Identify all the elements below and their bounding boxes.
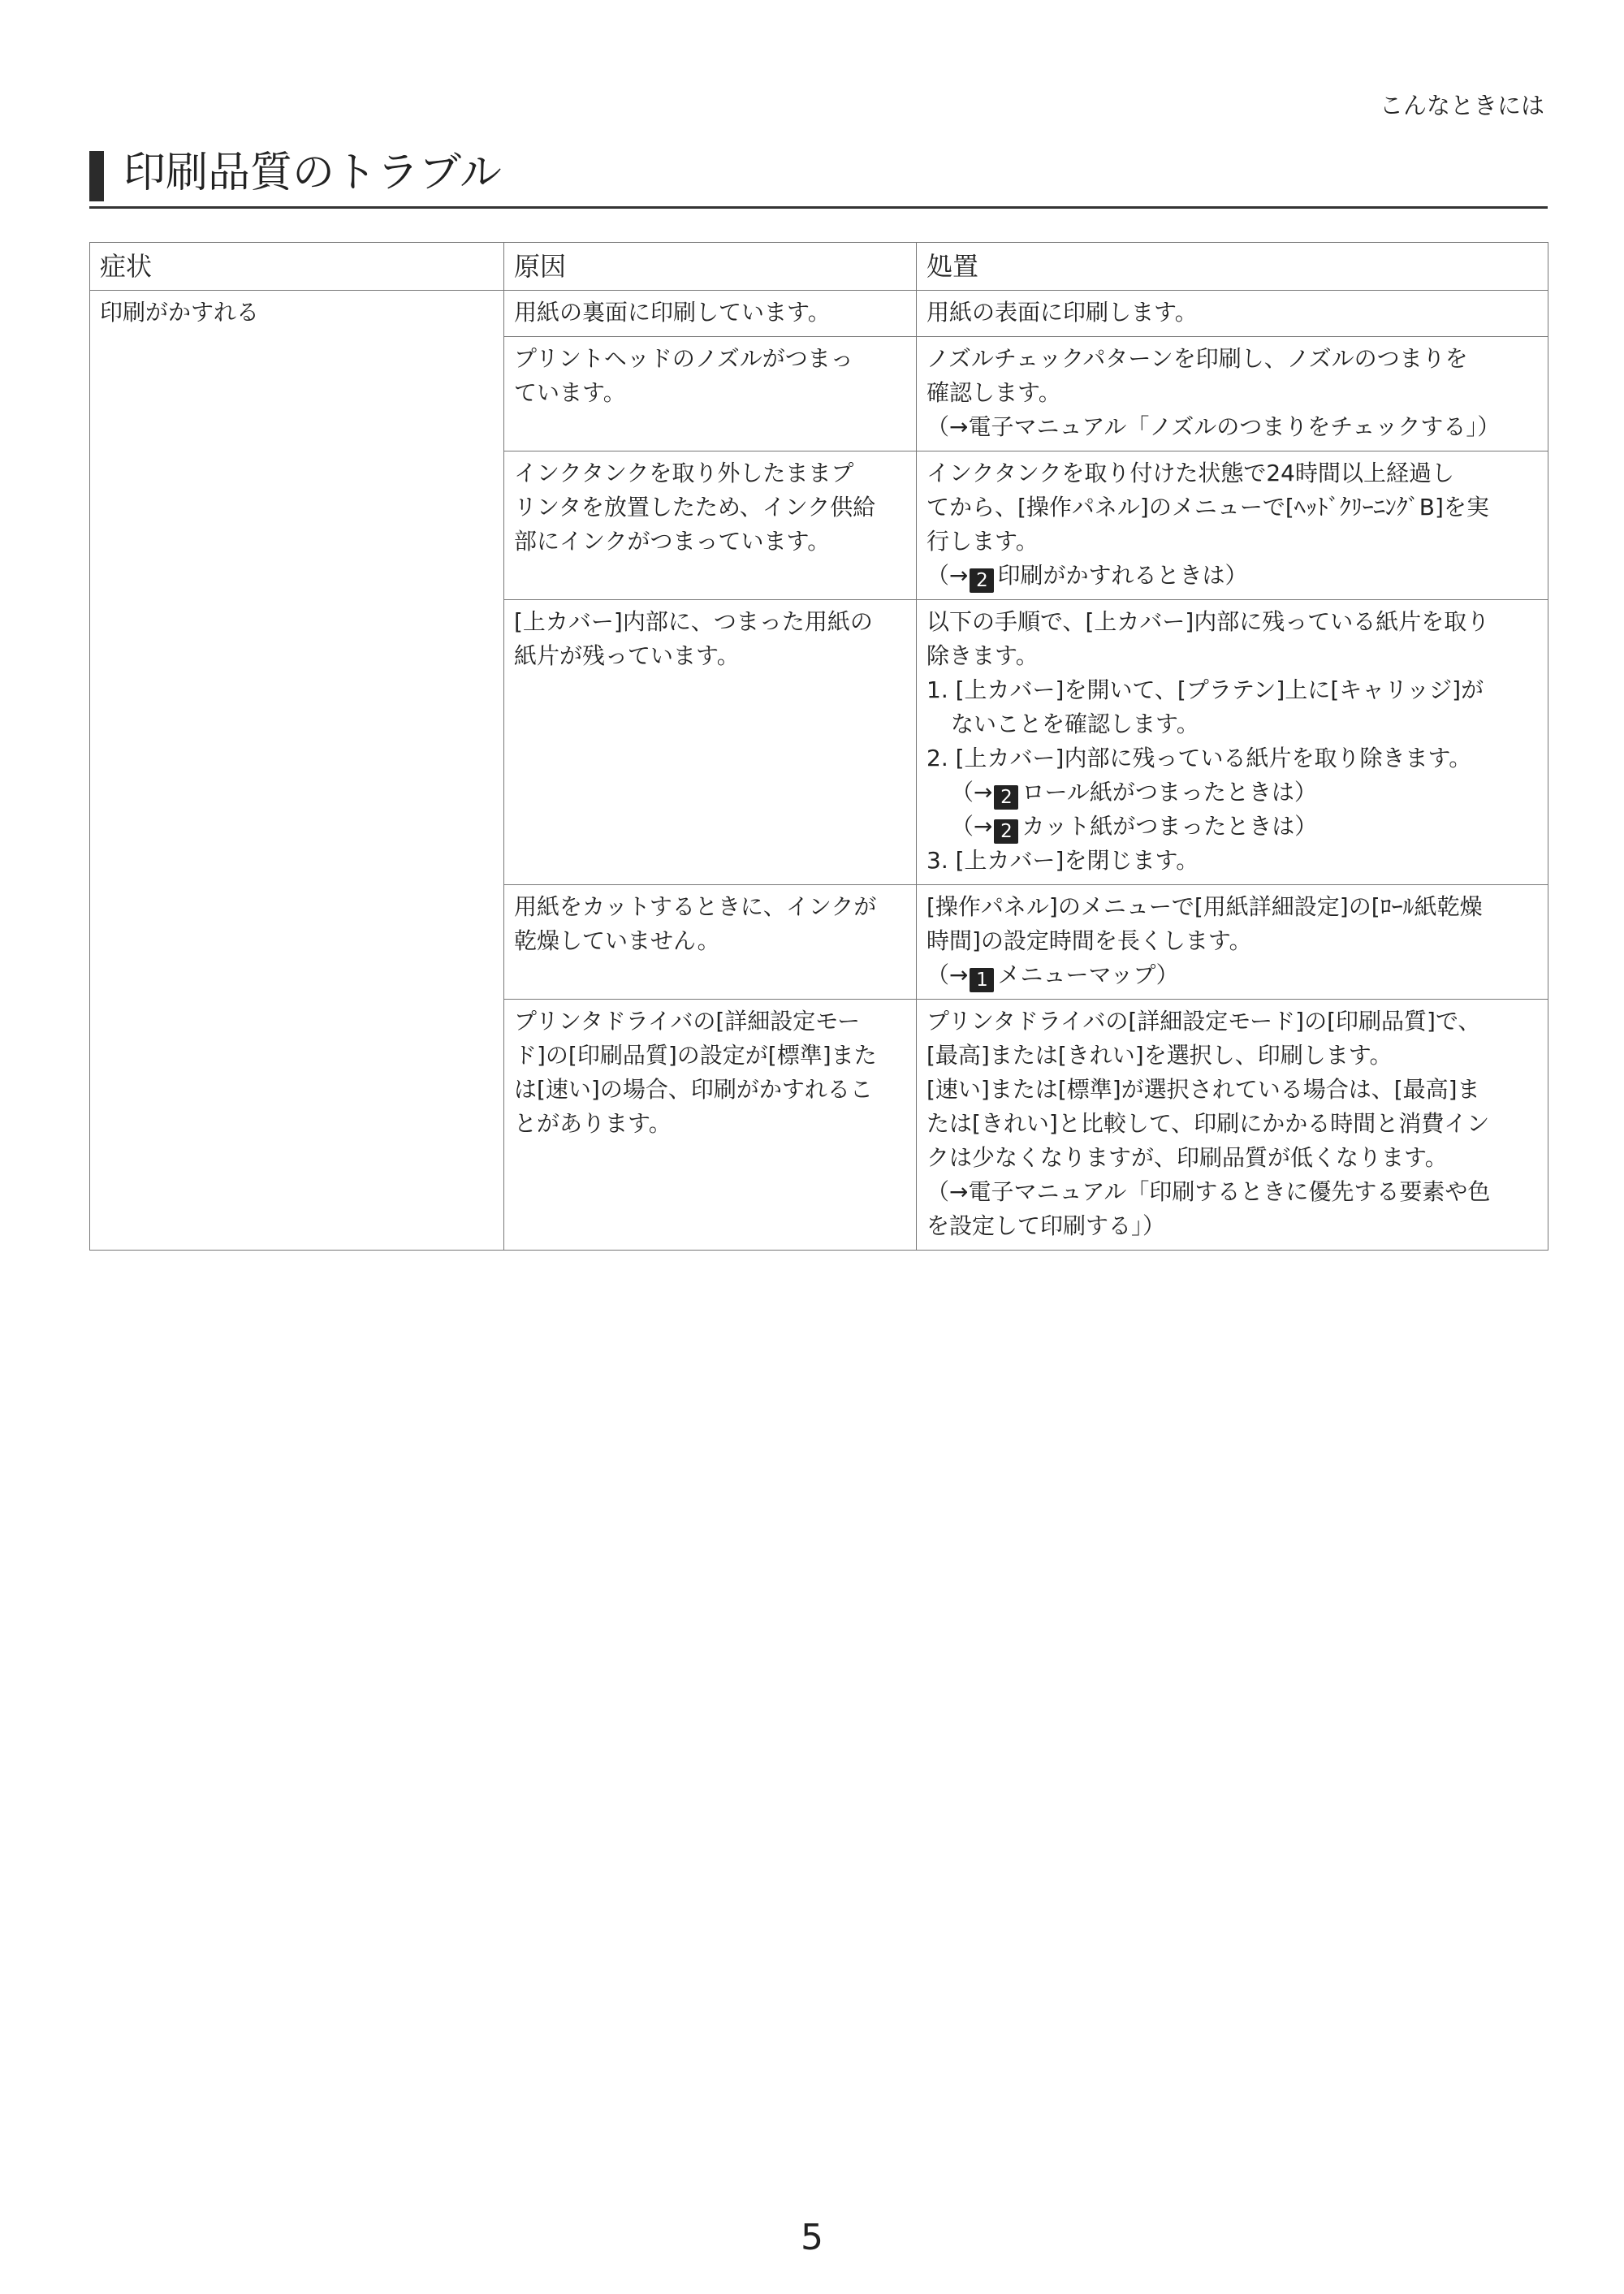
cause-cell xyxy=(504,291,917,337)
remedy-cell xyxy=(917,885,1548,1000)
ref-text: 印刷がかすれるときは） xyxy=(997,562,1248,589)
guide-reference xyxy=(926,775,1538,810)
cause-line: とがあります。 xyxy=(514,1110,672,1137)
page-number: 5 xyxy=(801,2217,823,2258)
remedy-line: クは少なくなりますが、印刷品質が低くなります。 xyxy=(926,1144,1448,1171)
remedy-line: [操作パネル]のメニューで[用紙詳細設定]の[ﾛｰﾙ紙乾燥 xyxy=(926,893,1483,920)
remedy-line: 時間]の設定時間を長くします。 xyxy=(926,927,1252,954)
remedy-line: [最高]または[きれい]を選択し、印刷します。 xyxy=(926,1042,1393,1069)
cause-line: 用紙の裏面に印刷しています。 xyxy=(514,299,831,326)
step-2: 2. [上カバー]内部に残っている紙片を取り除きます。 xyxy=(926,745,1472,771)
table-header-row xyxy=(90,243,1548,291)
remedy-line: 行します。 xyxy=(926,528,1039,555)
remedy-line: インクタンクを取り付けた状態で24時間以上経過し xyxy=(926,460,1454,486)
cause-line: インクタンクを取り外したままプ xyxy=(514,460,854,486)
remedy-line: たは[きれい]と比較して、印刷にかかる時間と消費イン xyxy=(926,1110,1490,1137)
cause-cell xyxy=(504,600,917,885)
manual-2-badge-icon: 2 xyxy=(994,785,1018,810)
remedy-line: 以下の手順で、[上カバー]内部に残っている紙片を取り xyxy=(926,608,1490,635)
title-accent-bar xyxy=(89,151,104,201)
step-1: 1. [上カバー]を開いて、[プラテン]上に[キャリッジ]が xyxy=(926,676,1484,703)
remedy-cell xyxy=(917,451,1548,600)
cause-line: 乾燥していません。 xyxy=(514,927,720,954)
cause-line: は[速い]の場合、印刷がかすれるこ xyxy=(514,1076,873,1103)
cause-line: ています。 xyxy=(514,379,626,406)
remedy-cell xyxy=(917,337,1548,451)
manual-1-badge-icon: 1 xyxy=(970,968,994,992)
remedy-cell xyxy=(917,600,1548,885)
remedy-cell xyxy=(917,291,1548,337)
manual-2-badge-icon: 2 xyxy=(994,819,1018,844)
page-title-block xyxy=(89,145,1548,209)
cause-line: プリントヘッドのノズルがつまっ xyxy=(514,345,853,372)
ref-text: カット紙がつまったときは） xyxy=(1021,813,1318,840)
table-row xyxy=(90,291,1548,337)
cause-cell xyxy=(504,885,917,1000)
manual-reference: （→電子マニュアル「ノズルのつまりをチェックする」） xyxy=(926,413,1501,440)
cause-line: プリンタドライバの[詳細設定モー xyxy=(514,1008,861,1035)
cause-cell xyxy=(504,1000,917,1251)
ref-open: （→ xyxy=(951,813,993,840)
manual-2-badge-icon: 2 xyxy=(970,568,994,593)
page-title: 印刷品質のトラブル xyxy=(123,149,502,197)
ref-open: （→ xyxy=(926,562,969,589)
header-symptom: 症状 xyxy=(90,243,504,291)
remedy-line: [速い]または[標準]が選択されている場合は、[最高]ま xyxy=(926,1076,1480,1103)
cause-line: 用紙をカットするときに、インクが xyxy=(514,893,877,920)
cause-cell xyxy=(504,337,917,451)
remedy-line: 確認します。 xyxy=(926,379,1061,406)
manual-reference: （→電子マニュアル「印刷するときに優先する要素や色 xyxy=(926,1178,1491,1205)
header-remedy: 処置 xyxy=(917,243,1548,291)
ref-open: （→ xyxy=(951,779,993,806)
symptom-text: 印刷がかすれる xyxy=(100,299,260,326)
trouble-table xyxy=(89,242,1548,1251)
remedy-line: 除きます。 xyxy=(926,642,1039,669)
cause-line: ド]の[印刷品質]の設定が[標準]また xyxy=(514,1042,877,1069)
cause-line: リンタを放置したため、インク供給 xyxy=(514,494,876,521)
cause-line: 紙片が残っています。 xyxy=(514,642,740,669)
remedy-line: 用紙の表面に印刷します。 xyxy=(926,299,1198,326)
ref-text: メニューマップ） xyxy=(997,961,1179,988)
remedy-cell xyxy=(917,1000,1548,1251)
ref-open: （→ xyxy=(926,961,969,988)
cause-cell xyxy=(504,451,917,600)
guide-reference xyxy=(926,810,1538,844)
header-cause: 原因 xyxy=(504,243,917,291)
remedy-line: ノズルチェックパターンを印刷し、ノズルのつまりを xyxy=(926,345,1468,372)
step-3: 3. [上カバー]を閉じます。 xyxy=(926,847,1199,874)
guide-reference xyxy=(926,958,1538,992)
manual-reference: を設定して印刷する」） xyxy=(926,1212,1166,1239)
guide-reference xyxy=(926,559,1538,593)
step-1-cont: ないことを確認します。 xyxy=(951,711,1199,737)
cause-line: 部にインクがつまっています。 xyxy=(514,528,831,555)
symptom-cell xyxy=(90,291,504,1251)
ref-text: ロール紙がつまったときは） xyxy=(1021,779,1317,806)
cause-line: [上カバー]内部に、つまった用紙の xyxy=(514,608,873,635)
remedy-line: てから、[操作パネル]のメニューで[ﾍｯﾄﾞｸﾘｰﾆﾝｸﾞB]を実 xyxy=(926,494,1489,521)
remedy-line: プリンタドライバの[詳細設定モード]の[印刷品質]で、 xyxy=(926,1008,1481,1035)
running-head: こんなときには xyxy=(1379,92,1544,119)
